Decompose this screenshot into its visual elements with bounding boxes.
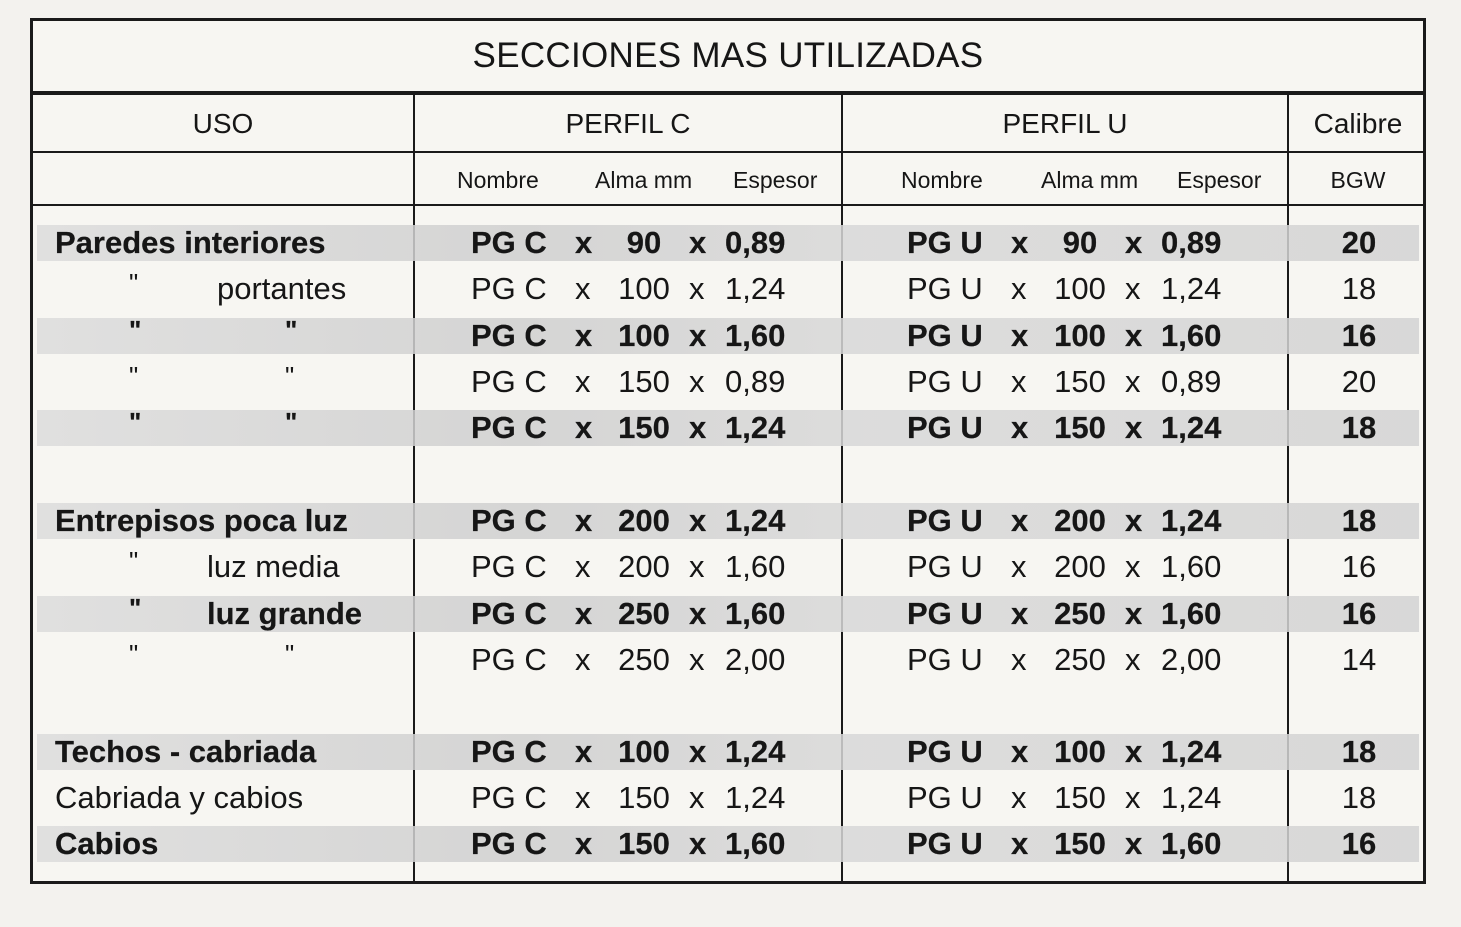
perfil-c-alma: 100 [618, 271, 670, 306]
calibre-value: 16 [1341, 826, 1377, 861]
perfil-c-name: PG C [471, 734, 547, 769]
times-sign: x [1011, 271, 1027, 306]
perfil-u-espesor: 0,89 [1161, 364, 1222, 399]
times-sign: x [689, 225, 707, 260]
times-sign: x [1011, 225, 1029, 260]
uso-label: Paredes interiores [55, 225, 326, 260]
perfil-c-espesor: 1,24 [725, 780, 786, 815]
perfil-c-alma: 150 [618, 780, 670, 815]
times-sign: x [575, 734, 593, 769]
perfil-u-name: PG U [907, 318, 983, 353]
times-sign: x [689, 364, 705, 399]
perfil-u-alma: 150 [1054, 826, 1106, 861]
perfil-u-name: PG U [907, 826, 983, 861]
perfil-u-alma: 150 [1054, 780, 1106, 815]
times-sign: x [1125, 410, 1143, 445]
perfil-u-espesor: 1,24 [1161, 271, 1222, 306]
times-sign: x [1125, 271, 1141, 306]
perfil-u-alma: 250 [1054, 642, 1106, 677]
perfil-u-alma: 100 [1054, 271, 1106, 306]
times-sign: x [575, 642, 591, 677]
perfil-u-espesor: 2,00 [1161, 642, 1222, 677]
perfil-u-name: PG U [907, 503, 983, 538]
uso-sublabel: luz grande [207, 596, 363, 631]
perfil-c-alma: 150 [618, 826, 670, 861]
perfil-u-espesor: 1,60 [1161, 318, 1222, 353]
times-sign: x [1011, 503, 1029, 538]
perfil-c-espesor: 1,60 [725, 549, 786, 584]
header-uso: USO [192, 108, 254, 139]
perfil-u-alma: 90 [1062, 225, 1098, 260]
uso-label: Cabriada y cabios [55, 780, 304, 815]
perfil-c-espesor: 1,24 [725, 734, 786, 769]
perfil-c-alma: 200 [618, 549, 670, 584]
uso-sublabel: portantes [217, 271, 347, 306]
sub-u-espesor: Espesor [1177, 166, 1262, 193]
perfil-c-alma: 150 [618, 410, 670, 445]
times-sign: x [575, 225, 593, 260]
times-sign: x [1011, 318, 1029, 353]
perfil-u-espesor: 1,24 [1161, 503, 1222, 538]
header-calibre: Calibre [1313, 108, 1403, 139]
calibre-value: 16 [1341, 549, 1377, 584]
calibre-value: 16 [1341, 318, 1377, 353]
subheader-divider [33, 204, 1423, 206]
perfil-c-name: PG C [471, 503, 547, 538]
times-sign: x [1125, 549, 1141, 584]
uso-sublabel: luz media [207, 549, 340, 584]
calibre-value: 14 [1341, 642, 1377, 677]
perfil-c-espesor: 1,24 [725, 410, 786, 445]
perfil-u-name: PG U [907, 642, 983, 677]
times-sign: x [1125, 503, 1143, 538]
perfil-u-name: PG U [907, 596, 983, 631]
perfil-c-name: PG C [471, 642, 547, 677]
times-sign: x [689, 642, 705, 677]
ditto-mark: " [129, 639, 139, 669]
perfil-c-espesor: 1,24 [725, 271, 786, 306]
perfil-u-name: PG U [907, 549, 983, 584]
perfil-c-name: PG C [471, 596, 547, 631]
times-sign: x [689, 734, 707, 769]
perfil-c-alma: 100 [618, 734, 670, 769]
calibre-value: 18 [1341, 503, 1377, 538]
times-sign: x [1011, 826, 1029, 861]
perfil-c-name: PG C [471, 410, 547, 445]
perfil-u-alma: 150 [1054, 410, 1106, 445]
times-sign: x [1125, 318, 1143, 353]
times-sign: x [689, 503, 707, 538]
perfil-u-name: PG U [907, 410, 983, 445]
perfil-u-espesor: 0,89 [1161, 225, 1222, 260]
perfil-u-name: PG U [907, 734, 983, 769]
perfil-c-name: PG C [471, 826, 547, 861]
times-sign: x [575, 271, 591, 306]
uso-label: Cabios [55, 826, 159, 861]
perfil-c-name: PG C [471, 549, 547, 584]
perfil-u-espesor: 1,60 [1161, 826, 1222, 861]
calibre-value: 18 [1341, 780, 1377, 815]
perfil-u-espesor: 1,24 [1161, 780, 1222, 815]
times-sign: x [1011, 549, 1027, 584]
times-sign: x [575, 503, 593, 538]
perfil-c-alma: 100 [618, 318, 670, 353]
times-sign: x [575, 549, 591, 584]
calibre-value: 18 [1341, 734, 1377, 769]
perfil-c-alma: 90 [626, 225, 662, 260]
sub-c-nombre: Nombre [457, 166, 539, 193]
times-sign: x [689, 410, 707, 445]
perfil-c-name: PG C [471, 780, 547, 815]
sub-calibre-unit: BGW [1330, 166, 1386, 193]
ditto-mark: " [285, 639, 295, 669]
times-sign: x [575, 410, 593, 445]
times-sign: x [1011, 642, 1027, 677]
calibre-value: 20 [1341, 225, 1377, 260]
calibre-value: 18 [1341, 410, 1377, 445]
perfil-c-espesor: 1,60 [725, 826, 786, 861]
perfil-c-alma: 200 [618, 503, 670, 538]
profiles-table [30, 18, 1426, 884]
perfil-u-name: PG U [907, 271, 983, 306]
sub-u-alma: Alma mm [1041, 166, 1139, 193]
perfil-u-espesor: 1,60 [1161, 549, 1222, 584]
perfil-u-alma: 250 [1054, 596, 1106, 631]
times-sign: x [1125, 364, 1141, 399]
sub-c-espesor: Espesor [733, 166, 818, 193]
perfil-u-alma: 100 [1054, 734, 1106, 769]
perfil-u-name: PG U [907, 364, 983, 399]
sub-u-nombre: Nombre [901, 166, 983, 193]
ditto-mark: " [129, 593, 142, 623]
calibre-value: 16 [1341, 596, 1377, 631]
perfil-c-alma: 150 [618, 364, 670, 399]
times-sign: x [1011, 734, 1029, 769]
perfil-u-name: PG U [907, 780, 983, 815]
times-sign: x [689, 271, 705, 306]
table-title: SECCIONES MAS UTILIZADAS [33, 21, 1423, 95]
times-sign: x [1125, 642, 1141, 677]
perfil-u-alma: 200 [1054, 503, 1106, 538]
times-sign: x [689, 549, 705, 584]
ditto-mark: " [129, 546, 139, 576]
header-divider [33, 151, 1423, 153]
perfil-c-name: PG C [471, 271, 547, 306]
times-sign: x [575, 596, 593, 631]
ditto-mark: " [285, 407, 298, 437]
ditto-mark: " [129, 315, 142, 345]
ditto-mark: " [129, 407, 142, 437]
times-sign: x [689, 826, 707, 861]
perfil-c-espesor: 0,89 [725, 225, 786, 260]
perfil-u-espesor: 1,24 [1161, 410, 1222, 445]
times-sign: x [575, 364, 591, 399]
times-sign: x [689, 318, 707, 353]
times-sign: x [1011, 364, 1027, 399]
times-sign: x [689, 596, 707, 631]
times-sign: x [1125, 734, 1143, 769]
perfil-u-alma: 200 [1054, 549, 1106, 584]
calibre-value: 18 [1341, 271, 1377, 306]
calibre-value: 20 [1341, 364, 1377, 399]
times-sign: x [575, 780, 591, 815]
times-sign: x [575, 826, 593, 861]
uso-label: Entrepisos poca luz [55, 503, 348, 538]
ditto-mark: " [285, 315, 298, 345]
perfil-c-alma: 250 [618, 596, 670, 631]
perfil-c-name: PG C [471, 318, 547, 353]
perfil-u-espesor: 1,24 [1161, 734, 1222, 769]
ditto-mark: " [129, 268, 139, 298]
times-sign: x [1125, 596, 1143, 631]
perfil-u-alma: 150 [1054, 364, 1106, 399]
header-perfil-c: PERFIL C [565, 108, 691, 139]
perfil-c-espesor: 1,60 [725, 318, 786, 353]
perfil-u-name: PG U [907, 225, 983, 260]
perfil-u-espesor: 1,60 [1161, 596, 1222, 631]
perfil-c-name: PG C [471, 364, 547, 399]
perfil-u-alma: 100 [1054, 318, 1106, 353]
perfil-c-name: PG C [471, 225, 547, 260]
perfil-c-espesor: 1,60 [725, 596, 786, 631]
ditto-mark: " [129, 361, 139, 391]
sub-c-alma: Alma mm [595, 166, 693, 193]
header-perfil-u: PERFIL U [1002, 108, 1128, 139]
perfil-c-espesor: 0,89 [725, 364, 786, 399]
times-sign: x [1125, 826, 1143, 861]
times-sign: x [1011, 410, 1029, 445]
times-sign: x [1125, 225, 1143, 260]
times-sign: x [1125, 780, 1141, 815]
times-sign: x [1011, 596, 1029, 631]
uso-label: Techos - cabriada [55, 734, 317, 769]
times-sign: x [575, 318, 593, 353]
perfil-c-espesor: 2,00 [725, 642, 786, 677]
perfil-c-alma: 250 [618, 642, 670, 677]
ditto-mark: " [285, 361, 295, 391]
times-sign: x [689, 780, 705, 815]
times-sign: x [1011, 780, 1027, 815]
perfil-c-espesor: 1,24 [725, 503, 786, 538]
